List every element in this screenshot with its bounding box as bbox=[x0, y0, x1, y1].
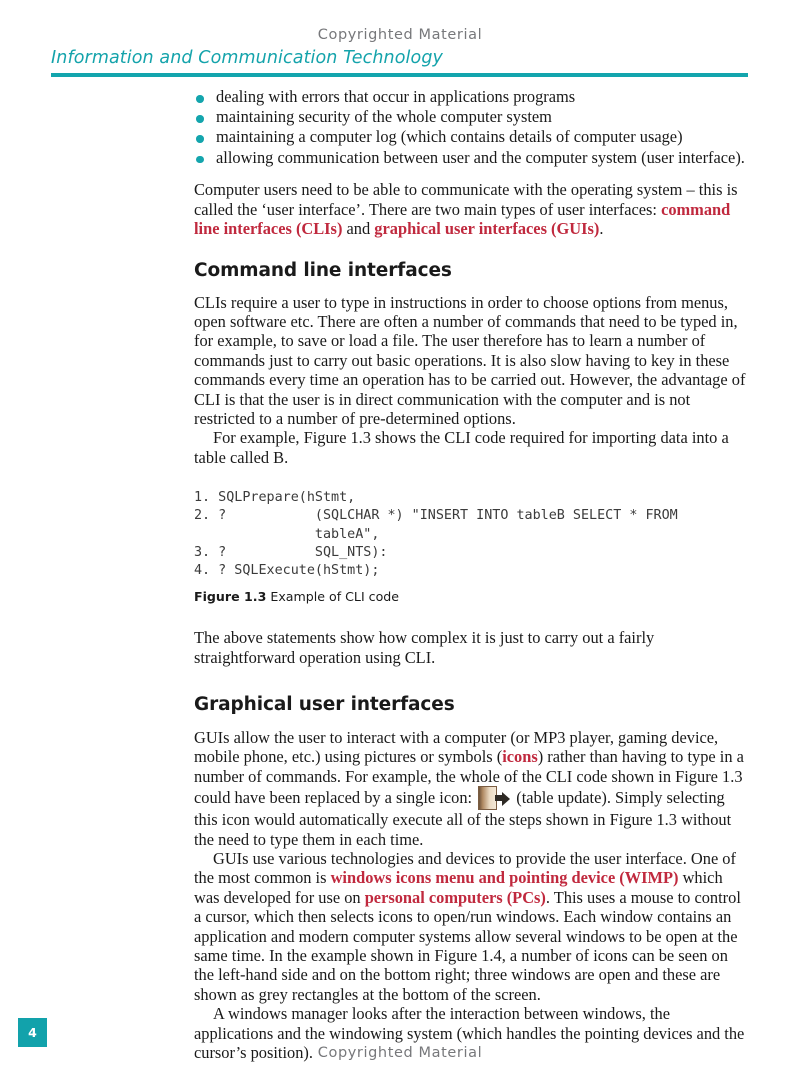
page-number-badge: 4 bbox=[18, 1018, 47, 1047]
bullet-dot-icon bbox=[196, 95, 204, 103]
gui-text-part2: ) rather than having to type in a number of commands. For example, the whole of the CLI code shown in Figure 1.3 could have been replaced by a single icon: bbox=[194, 747, 744, 808]
header-rule bbox=[51, 73, 748, 77]
intro-text-part1: Computer users need to be able to communicate with the operating system – this is called the ‘user interface’. There are two main types of user interfaces: bbox=[194, 180, 738, 219]
figure-caption-text: Example of CLI code bbox=[270, 589, 400, 605]
list-item-label: maintaining security of the whole computer system bbox=[216, 107, 552, 127]
running-head: Information and Communication Technology bbox=[51, 48, 443, 68]
copyright-footer: Copyrighted Material bbox=[317, 1045, 483, 1061]
list-item bbox=[194, 128, 750, 147]
page-content bbox=[194, 88, 750, 1063]
gui2-text-part1: GUIs use various technologies and devices to provide the user interface. One of the most common is bbox=[194, 849, 736, 888]
cli-code-block: 1. SQLPrepare(hStmt, 2. ? (SQLCHAR *) "INSERT INTO tableB SELECT * FROM tableA", 3. ? SQL_NTS): 4. ? SQLExecute(hStmt); bbox=[194, 490, 678, 578]
term-cli: command line interfaces (CLIs) bbox=[194, 199, 731, 239]
cli-paragraph-1: CLIs require a user to type in instructions in order to choose options from menus, open software etc. There are often a number of commands that need to be typed in, for example, to save or load a file. The user therefore has to learn a number of commands just to carry out basic operations. It is also slow having to key in these commands every time an operation has to be carried out. However, the advantage of CLI is that the user is in direct communication with the computer and is not restricted to a number of pre-determined options. bbox=[194, 292, 746, 428]
figure-label: Figure 1.3 bbox=[194, 589, 267, 605]
gui-text-part3: (table update). Simply selecting this icon would automatically execute all of the steps shown in Figure 1.3 without the need to type them in each time. bbox=[194, 788, 732, 849]
list-item-label: allowing communication between user and the computer system (user interface). bbox=[216, 147, 745, 167]
copyright-header: Copyrighted Material bbox=[317, 27, 483, 43]
term-gui: graphical user interfaces (GUIs) bbox=[374, 219, 600, 239]
gui-paragraph-3: A windows manager looks after the interaction between windows, the applications and the windowing system (which handles the pointing devices and the cursor’s position). bbox=[194, 1004, 745, 1063]
cli-code-block-wrapper bbox=[194, 489, 750, 604]
cli-paragraph-3: The above statements show how complex it is just to carry out a fairly straightforward operation using CLI. bbox=[194, 628, 655, 667]
intro-text-part2: and bbox=[342, 219, 375, 239]
bullet-dot-icon bbox=[196, 156, 204, 164]
user-interface-intro-paragraph bbox=[194, 180, 750, 238]
list-item bbox=[194, 149, 750, 168]
gui2-text-part2: which was developed for use on bbox=[194, 868, 723, 907]
list-item bbox=[194, 88, 750, 107]
gui2-text-part3: . This uses a mouse to control a cursor, which then selects icons to open/run windows. Each window contains an application and modern computer systems allow several windows to be open at the same time. In the example shown in Figure 1.4, a number of icons can be seen on the left-hand side and on the bottom right; three windows are open and these are shown as grey rectangles at the bottom of the screen. bbox=[194, 887, 741, 1004]
table-update-icon-arrow-head bbox=[502, 792, 510, 806]
table-update-icon bbox=[478, 786, 510, 810]
figure-caption bbox=[194, 589, 750, 604]
intro-text-part3: . bbox=[599, 219, 604, 239]
bullet-dot-icon bbox=[196, 135, 204, 143]
term-pcs: personal computers (PCs) bbox=[364, 887, 546, 907]
gui-paragraph-2 bbox=[194, 849, 750, 1004]
list-item-label: maintaining a computer log (which contains details of computer usage) bbox=[216, 127, 683, 147]
term-wimp: windows icons menu and pointing device (WIMP) bbox=[330, 868, 679, 888]
term-icons: icons bbox=[502, 747, 538, 767]
heading-command-line-interfaces: Command line interfaces bbox=[194, 259, 452, 281]
list-item bbox=[194, 108, 750, 127]
bullet-dot-icon bbox=[196, 115, 204, 123]
list-item-label: dealing with errors that occur in applications programs bbox=[216, 87, 576, 106]
gui-text-part1: GUIs allow the user to interact with a computer (or MP3 player, gaming device, mobile phone, etc.) using pictures or symbols ( bbox=[194, 728, 719, 767]
gui-paragraph-1 bbox=[194, 728, 750, 849]
cli-paragraph-2: For example, Figure 1.3 shows the CLI code required for importing data into a table called B. bbox=[194, 428, 729, 467]
heading-graphical-user-interfaces: Graphical user interfaces bbox=[194, 694, 455, 716]
os-tasks-list bbox=[194, 88, 750, 167]
